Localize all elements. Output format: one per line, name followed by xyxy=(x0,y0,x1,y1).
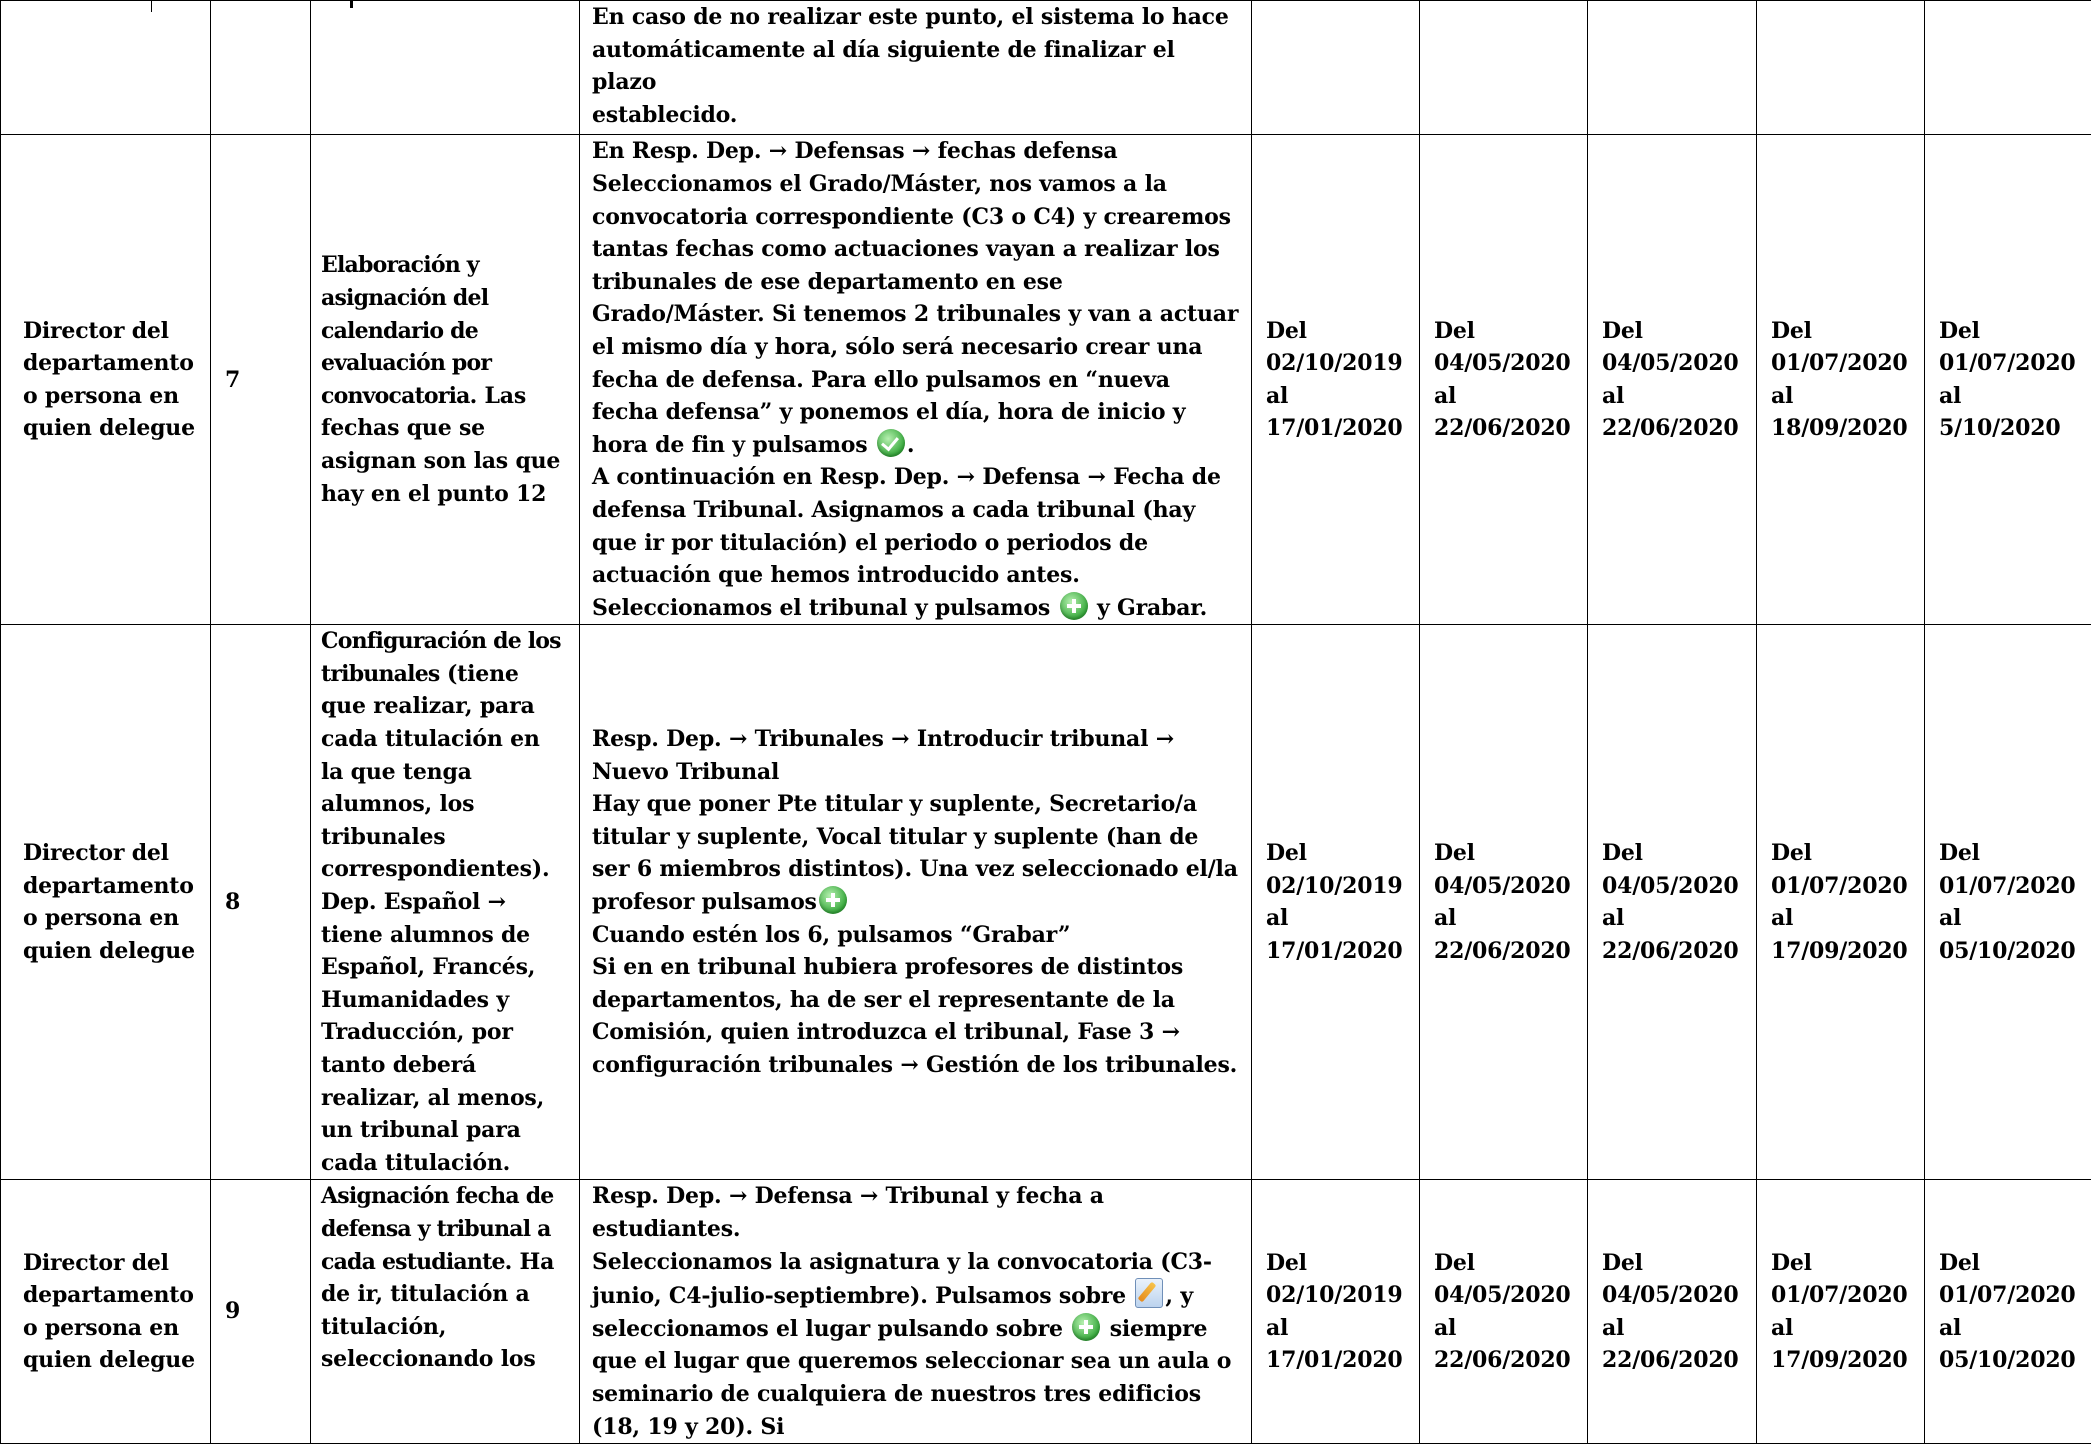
date-label: Del xyxy=(1266,837,1409,870)
number-cell xyxy=(211,1,311,135)
task-description: . Las fechas que se asignan son las que hay en el punto 12 xyxy=(321,383,560,507)
date-start: 01/07/2020 xyxy=(1771,1279,1914,1312)
procedure-paragraph: En Resp. Dep. → Defensas → fechas defensa xyxy=(592,135,1241,168)
date-label: Del xyxy=(1434,837,1577,870)
task-title: Asignación fecha de defensa y tribunal a cada estudiante xyxy=(321,1183,553,1274)
date-start: 04/05/2020 xyxy=(1602,347,1746,380)
date-start: 04/05/2020 xyxy=(1434,1279,1577,1312)
task-cell xyxy=(311,1,580,135)
procedure-text: . xyxy=(907,432,914,458)
date-start: 01/07/2020 xyxy=(1771,870,1914,903)
plus-circle-icon xyxy=(819,886,847,914)
date-label: Del xyxy=(1434,315,1577,348)
date-cell xyxy=(1420,1180,1588,1444)
task-description: (tiene que realizar, para cada titulación en la que tenga alumnos, los tribunales correspondientes). Dep. Español → tiene alumnos de Español, Francés, Humanidades y Traducción, por tanto deberá realizar, al menos, un tribunal para cada titulación. xyxy=(321,661,549,1176)
date-start: 01/07/2020 xyxy=(1939,870,2081,903)
table-row xyxy=(1,1,2091,135)
date-label: al xyxy=(1434,902,1577,935)
procedure-paragraph: Resp. Dep. → Tribunales → Introducir tribunal → Nuevo Tribunal xyxy=(592,723,1241,788)
check-circle-icon xyxy=(877,429,905,457)
date-label: Del xyxy=(1939,315,2081,348)
procedure-cell xyxy=(580,625,1252,1180)
date-cell xyxy=(1420,135,1588,625)
date-label: al xyxy=(1771,380,1914,413)
date-label: Del xyxy=(1434,1247,1577,1280)
date-end: 05/10/2020 xyxy=(1939,935,2081,968)
date-cell xyxy=(1757,625,1925,1180)
procedure-paragraph: Resp. Dep. → Defensa → Tribunal y fecha a estudiantes. xyxy=(592,1180,1241,1245)
date-cell xyxy=(1420,625,1588,1180)
date-cell xyxy=(1588,625,1757,1180)
date-cell xyxy=(1252,1,1420,135)
date-start: 04/05/2020 xyxy=(1434,870,1577,903)
procedure-text: Seleccionamos el Grado/Máster, nos vamos a la convocatoria correspondiente (C3 o C4) y crearemos tantas fechas como actuaciones vayan a realizar los tribunales de ese departamento en ese Grado/Máster. Si tenemos 2 tribunales y van a actuar el mismo día y hora, sólo será necesario crear una fecha de defensa. Para ello pulsamos en “nueva fecha defensa” y ponemos el día, hora de inicio y hora de fin y pulsamos xyxy=(592,171,1238,458)
date-label: Del xyxy=(1771,315,1914,348)
date-cell xyxy=(1925,1,2091,135)
date-start: 02/10/2019 xyxy=(1266,1279,1409,1312)
date-start: 04/05/2020 xyxy=(1434,347,1577,380)
date-label: Del xyxy=(1266,315,1409,348)
date-end: 22/06/2020 xyxy=(1434,412,1577,445)
number-cell: 7 xyxy=(211,135,311,625)
plus-circle-icon xyxy=(1072,1313,1100,1341)
task-cell xyxy=(311,1180,580,1444)
date-cell xyxy=(1925,1180,2091,1444)
procedure-text: A continuación en Resp. Dep. → Defensa → Fecha de defensa Tribunal. Asignamos a cada tribunal (hay que ir por titulación) el periodo o periodos de actuación que hemos introducido antes. Seleccionamos el tribunal y pulsamos xyxy=(592,464,1221,620)
date-label: al xyxy=(1771,902,1914,935)
task-cell xyxy=(311,135,580,625)
task-cell xyxy=(311,625,580,1180)
procedure-paragraph: Cuando estén los 6, pulsamos “Grabar” xyxy=(592,919,1241,952)
procedure-text: y Grabar. xyxy=(1097,595,1207,621)
date-label: Del xyxy=(1939,837,2081,870)
date-start: 02/10/2019 xyxy=(1266,347,1409,380)
date-label: Del xyxy=(1602,837,1746,870)
procedure-paragraph xyxy=(592,1246,1241,1444)
date-end: 17/01/2020 xyxy=(1266,1344,1409,1377)
date-cell xyxy=(1588,1,1757,135)
responsible-cell: Director del departamento o persona en quien delegue xyxy=(1,135,211,625)
date-end: 05/10/2020 xyxy=(1939,1344,2081,1377)
plus-circle-icon xyxy=(1060,592,1088,620)
date-label: al xyxy=(1434,1312,1577,1345)
date-label: al xyxy=(1939,902,2081,935)
procedure-line: establecido. xyxy=(592,99,1241,132)
procedure-line: automáticamente al día siguiente de finalizar el plazo xyxy=(592,34,1241,99)
date-cell xyxy=(1420,1,1588,135)
date-cell xyxy=(1757,1180,1925,1444)
table-row xyxy=(1,1180,2091,1444)
date-label: al xyxy=(1602,902,1746,935)
date-label: Del xyxy=(1266,1247,1409,1280)
procedure-line: En caso de no realizar este punto, el sistema lo hace xyxy=(592,1,1241,34)
date-label: Del xyxy=(1602,315,1746,348)
date-start: 02/10/2019 xyxy=(1266,870,1409,903)
number-cell: 9 xyxy=(211,1180,311,1444)
date-start: 01/07/2020 xyxy=(1939,1279,2081,1312)
date-cell xyxy=(1252,135,1420,625)
date-label: al xyxy=(1602,1312,1746,1345)
procedure-paragraph xyxy=(592,788,1241,918)
date-end: 18/09/2020 xyxy=(1771,412,1914,445)
date-label: Del xyxy=(1771,1247,1914,1280)
date-label: Del xyxy=(1602,1247,1746,1280)
date-cell xyxy=(1925,135,2091,625)
date-end: 22/06/2020 xyxy=(1602,412,1746,445)
table-row xyxy=(1,625,2091,1180)
procedure-paragraph xyxy=(592,461,1241,624)
date-cell xyxy=(1588,135,1757,625)
date-cell xyxy=(1252,1180,1420,1444)
procedure-text: Hay que poner Pte titular y suplente, Secretario/a titular y suplente, Vocal titular y suplente (han de ser 6 miembros distintos). Una vez seleccionado el/la profesor pulsamos xyxy=(592,791,1238,915)
responsible-cell: Director del departamento o persona en quien delegue xyxy=(1,1180,211,1444)
procedure-paragraph: Si en en tribunal hubiera profesores de distintos departamentos, ha de ser el representante de la Comisión, quien introduzca el tribunal, Fase 3 → configuración tribunales → Gestión de los tribunales. xyxy=(592,951,1241,1081)
date-label: Del xyxy=(1771,837,1914,870)
date-end: 17/09/2020 xyxy=(1771,1344,1914,1377)
date-label: al xyxy=(1602,380,1746,413)
procedure-text: siempre que el lugar que queremos seleccionar sea un aula o seminario de cualquiera de nuestros tres edificios (18, 19 y 20). Si xyxy=(592,1316,1231,1440)
date-end: 5/10/2020 xyxy=(1939,412,2081,445)
date-cell xyxy=(1757,1,1925,135)
date-cell xyxy=(1588,1180,1757,1444)
date-label: al xyxy=(1266,1312,1409,1345)
date-label: Del xyxy=(1939,1247,2081,1280)
date-end: 22/06/2020 xyxy=(1602,935,1746,968)
date-start: 04/05/2020 xyxy=(1602,870,1746,903)
date-end: 17/01/2020 xyxy=(1266,412,1409,445)
date-end: 22/06/2020 xyxy=(1602,1344,1746,1377)
date-label: al xyxy=(1939,380,2081,413)
procedure-cell xyxy=(580,135,1252,625)
date-label: al xyxy=(1266,380,1409,413)
date-end: 22/06/2020 xyxy=(1434,1344,1577,1377)
date-end: 17/09/2020 xyxy=(1771,935,1914,968)
date-start: 04/05/2020 xyxy=(1602,1279,1746,1312)
table-row xyxy=(1,135,2091,625)
date-cell xyxy=(1252,625,1420,1180)
responsible-cell xyxy=(1,1,211,135)
date-start: 01/07/2020 xyxy=(1771,347,1914,380)
procedure-cell xyxy=(580,1,1252,135)
procedure-paragraph xyxy=(592,168,1241,461)
date-cell xyxy=(1757,135,1925,625)
responsible-cell: Director del departamento o persona en quien delegue xyxy=(1,625,211,1180)
task-description: . Ha de ir, titulación a titulación, seleccionando los xyxy=(321,1249,554,1373)
task-title: Configuración de los tribunales xyxy=(321,628,561,687)
date-label: al xyxy=(1434,380,1577,413)
date-label: al xyxy=(1266,902,1409,935)
date-label: al xyxy=(1771,1312,1914,1345)
task-title: Elaboración y asignación del calendario de evaluación por convocatoria xyxy=(321,252,491,408)
date-end: 17/01/2020 xyxy=(1266,935,1409,968)
procedure-text: Seleccionamos la asignatura y la convocatoria (C3-junio, C4-julio-septiembre). Pulsamos sobre xyxy=(592,1249,1212,1310)
date-start: 01/07/2020 xyxy=(1939,347,2081,380)
procedure-cell xyxy=(580,1180,1252,1444)
date-cell xyxy=(1925,625,2091,1180)
edit-pencil-icon xyxy=(1135,1278,1163,1308)
number-cell: 8 xyxy=(211,625,311,1180)
date-end: 22/06/2020 xyxy=(1434,935,1577,968)
procedure-text: , y seleccionamos el lugar pulsando sobre xyxy=(592,1283,1193,1342)
date-label: al xyxy=(1939,1312,2081,1345)
